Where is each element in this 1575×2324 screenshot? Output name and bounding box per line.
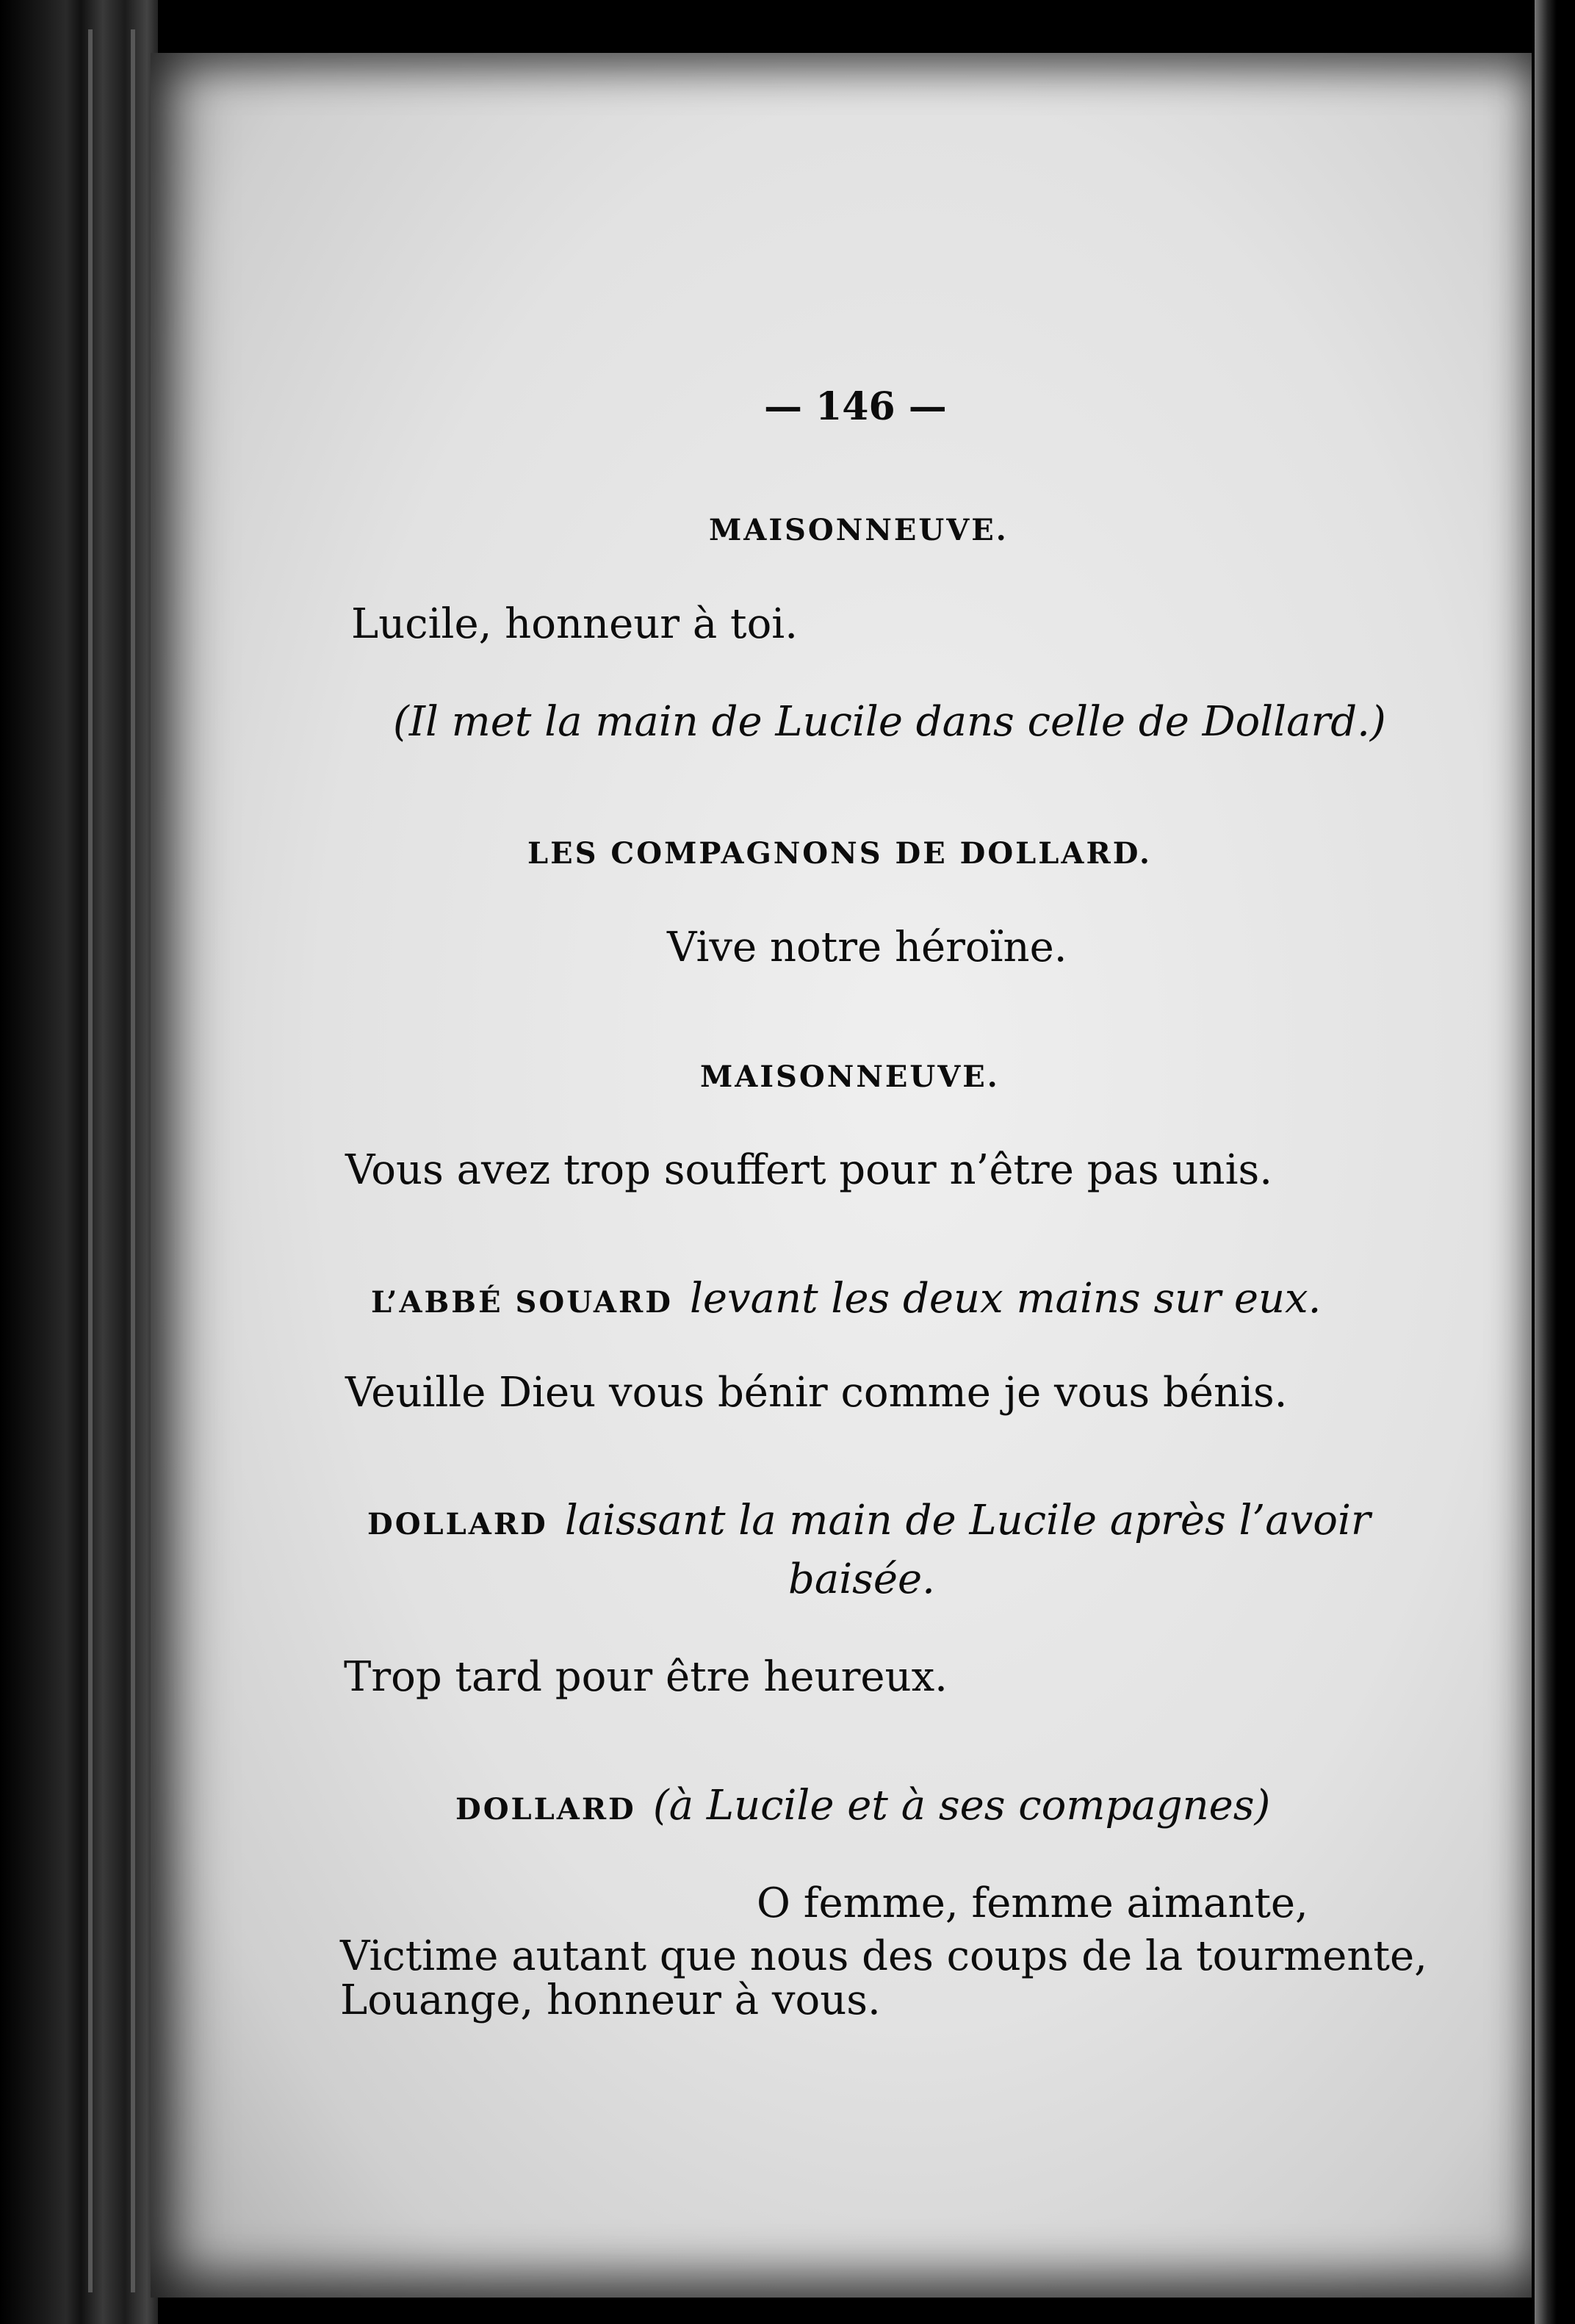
dialogue-line: Trop tard pour être heureux. <box>344 1653 948 1701</box>
page-right-edge <box>1535 0 1575 2324</box>
speaker-name: L’ABBÉ SOUARD <box>371 1285 673 1320</box>
stage-direction: levant les deux mains sur eux. <box>689 1275 1322 1323</box>
stage-direction: baisée. <box>788 1555 935 1603</box>
verse-line: O femme, femme aimante, <box>757 1879 1308 1927</box>
speaker-maisonneuve: MAISONNEUVE. <box>700 1060 1000 1094</box>
binding-edge <box>88 29 93 2292</box>
dialogue-line: Vous avez trop souffert pour n’être pas unis. <box>345 1146 1273 1194</box>
binding-edge <box>131 29 135 2292</box>
dialogue-line: Lucile, honneur à toi. <box>351 600 798 648</box>
speaker-abbe-souard <box>371 1275 1322 1323</box>
speaker-dollard <box>455 1782 1271 1830</box>
verse-line: Louange, honneur à vous. <box>340 1976 881 2024</box>
dialogue-line: Vive notre héroïne. <box>667 924 1067 971</box>
speaker-dollard <box>367 1497 1371 1544</box>
stage-direction: laissant la main de Lucile après l’avoir <box>564 1497 1371 1544</box>
speaker-compagnons: LES COMPAGNONS DE DOLLARD. <box>527 836 1152 871</box>
book-binding <box>0 0 158 2324</box>
stage-direction: (à Lucile et à ses compagnes) <box>652 1782 1271 1830</box>
speaker-name: DOLLARD <box>367 1507 548 1541</box>
stage-direction: (Il met la main de Lucile dans celle de Dollard.) <box>393 698 1386 746</box>
speaker-name: DOLLARD <box>455 1792 636 1827</box>
verse-line: Victime autant que nous des coups de la tourmente, <box>340 1932 1427 1980</box>
speaker-maisonneuve: MAISONNEUVE. <box>709 513 1009 547</box>
page-number: — 146 — <box>764 384 947 429</box>
dialogue-line: Veuille Dieu vous bénir comme je vous bénis. <box>345 1369 1288 1417</box>
